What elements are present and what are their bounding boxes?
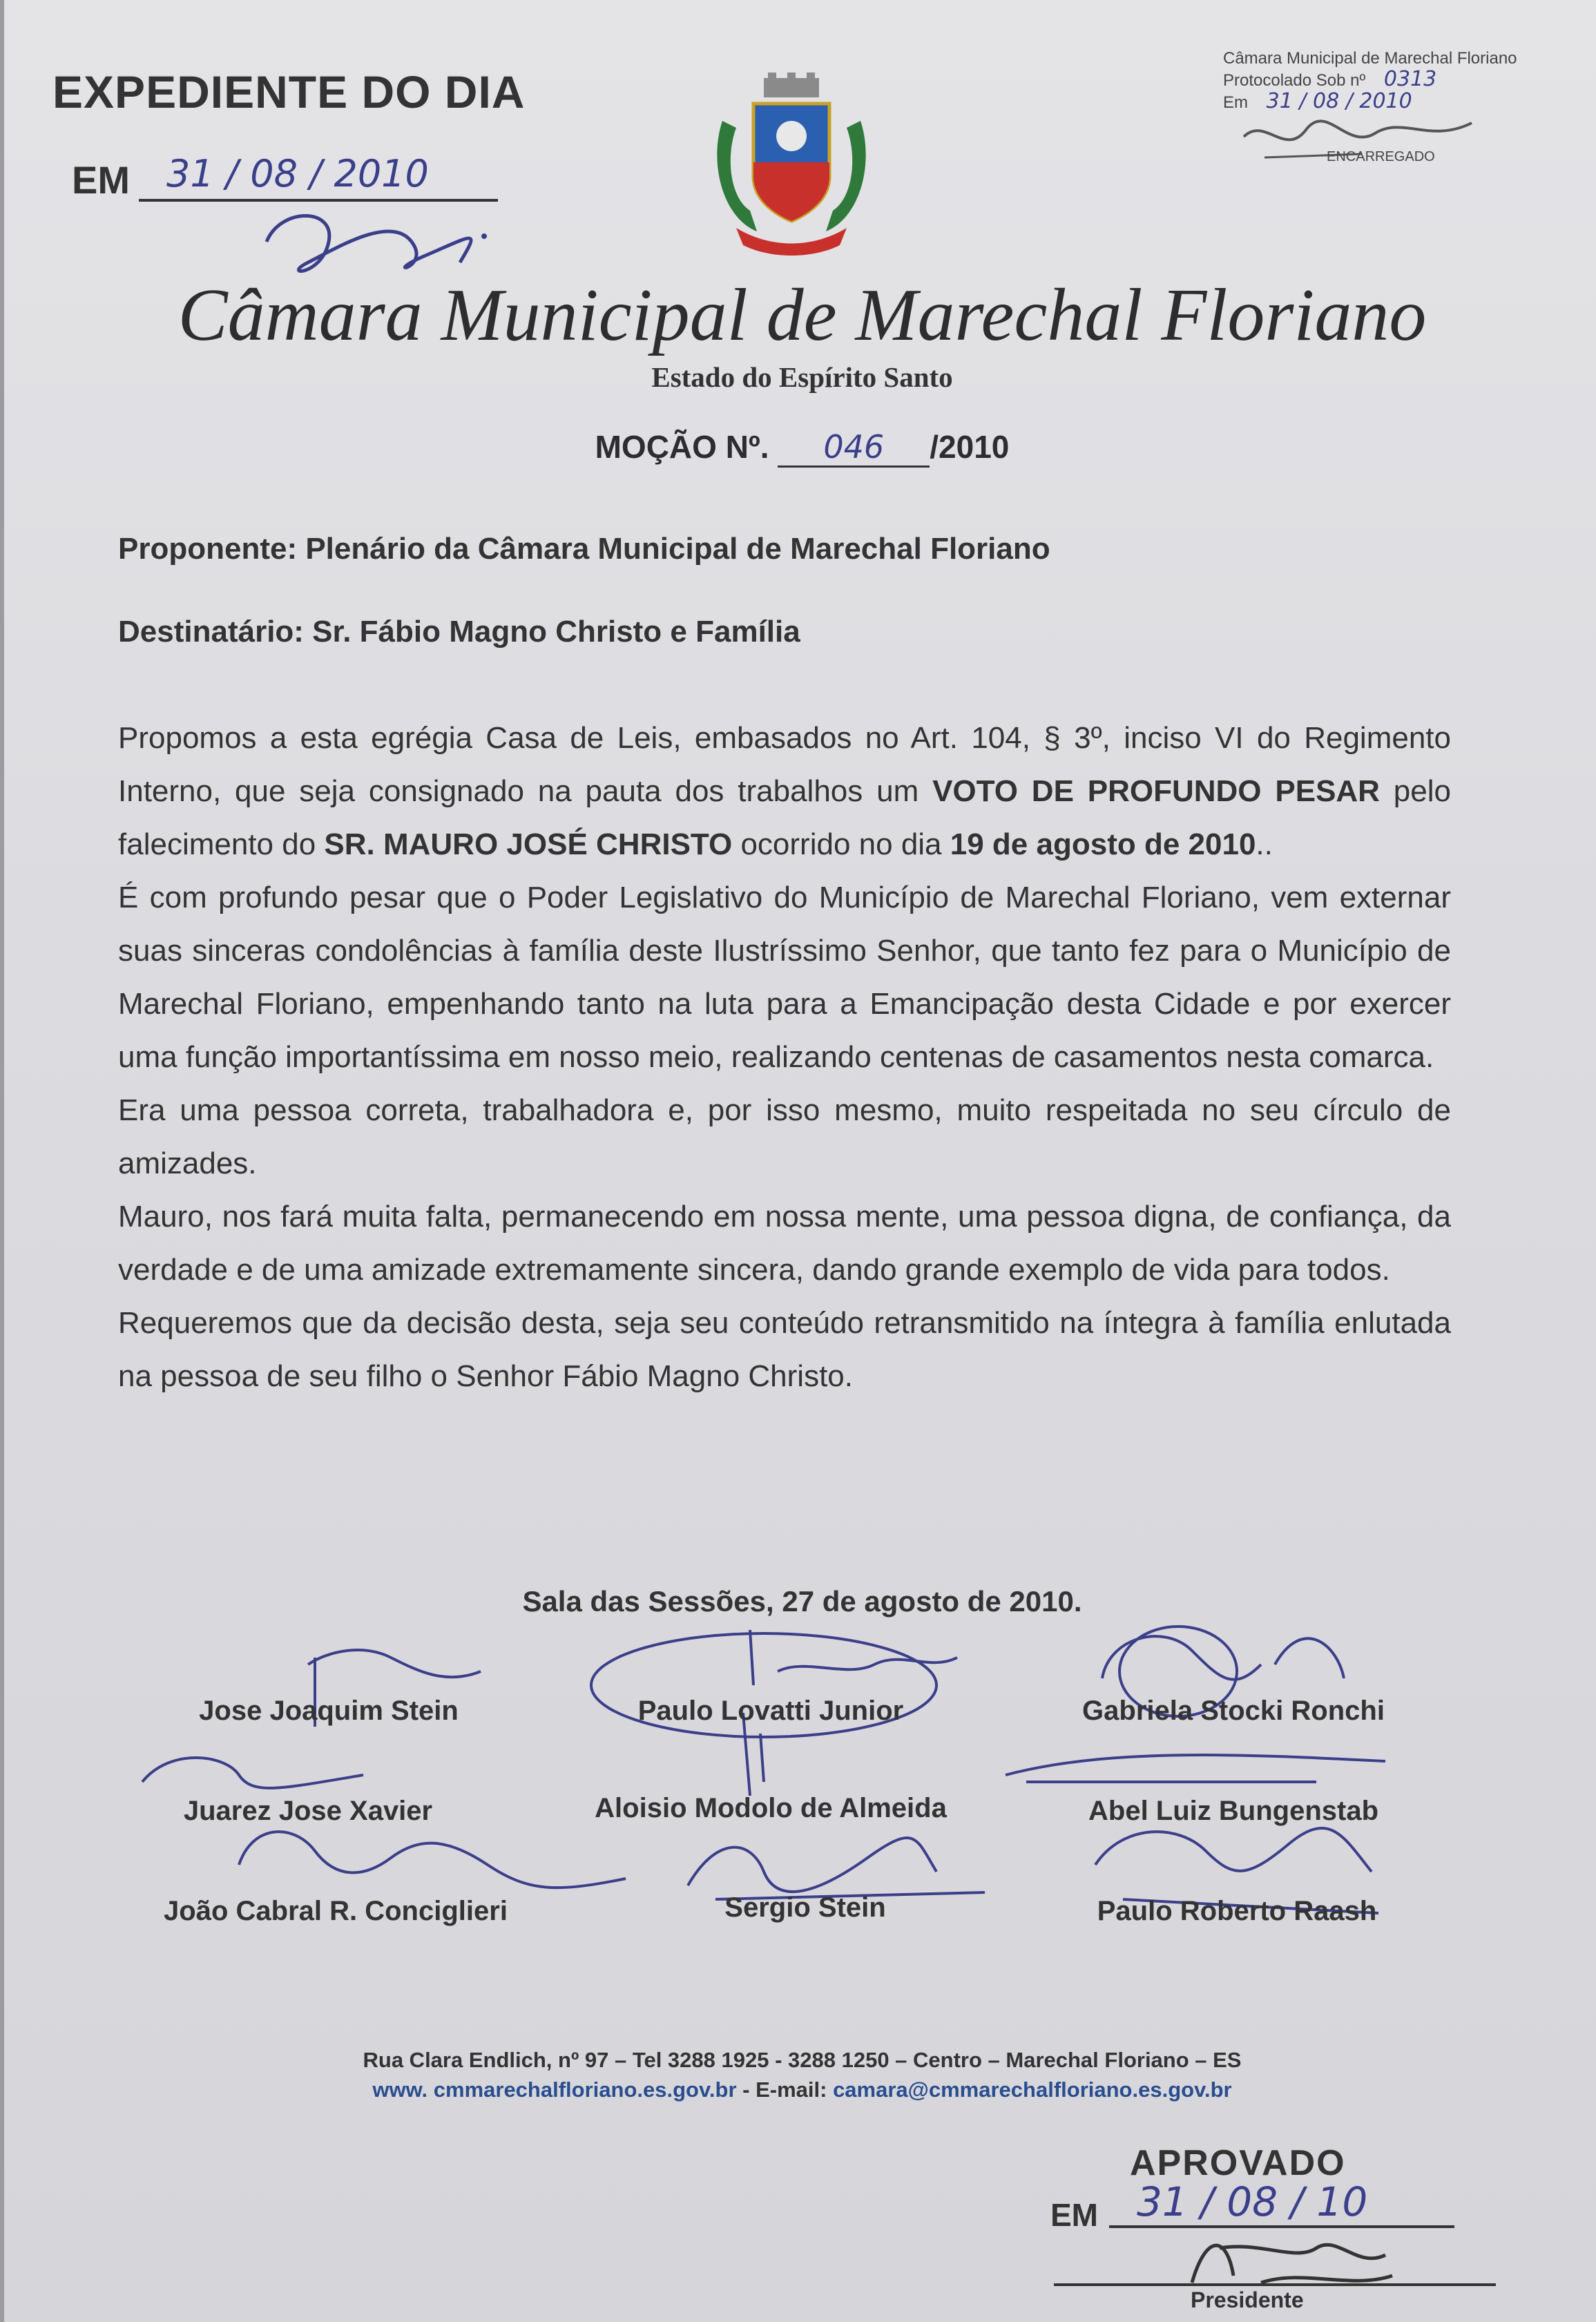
motion-body [118, 711, 1451, 1403]
protocol-date: 31 / 08 / 2010 [1266, 89, 1412, 113]
footer-contacts [4, 2078, 1596, 2102]
mocao-suffix: /2010 [930, 429, 1010, 465]
protocol-number: 0313 [1383, 67, 1437, 91]
protocol-role: ENCARREGADO [1327, 149, 1435, 164]
expediente-signature [253, 200, 508, 283]
mocao-number: 046 [778, 428, 930, 468]
protocol-stamp [1223, 48, 1517, 167]
footer-website-link[interactable]: www. cmmarechalfloriano.es.gov.br [372, 2078, 737, 2102]
mocao-number-line [4, 428, 1596, 468]
body-paragraph: Propomos a esta egrégia Casa de Leis, embasados no Art. 104, § 3º, inciso VI do Regimento Interno, que seja consignado na pauta dos trabalhos um VOTO DE PROFUNDO PESAR pelo falecimento do SR. MAURO JOSÉ CHRISTO ocorrido no dia 19 de agosto de 2010.. [118, 721, 1451, 861]
president-label: Presidente [1191, 2287, 1304, 2312]
body-paragraph: Requeremos que da decisão desta, seja seu conteúdo retransmitido na íntegra à família enlutada na pessoa de seu filho o Senhor Fábio Magno Christo. [118, 1306, 1451, 1393]
approval-date: 31 / 08 / 10 [1137, 2178, 1368, 2225]
expediente-heading: EXPEDIENTE DO DIA [52, 66, 526, 117]
expediente-date-line [139, 152, 498, 202]
footer-email-link[interactable]: camara@cmmarechalfloriano.es.gov.br [833, 2078, 1232, 2102]
signatory-name: Jose Joaquim Stein [199, 1696, 459, 1726]
signatory-name: Paulo Lovatti Junior [637, 1696, 904, 1726]
expediente-em-label: EM [72, 158, 130, 202]
signatory-name: Aloisio Modolo de Almeida [595, 1793, 947, 1823]
approval-stamp: APROVADO [1130, 2143, 1346, 2183]
body-paragraph: Era uma pessoa correta, trabalhadora e, por isso mesmo, muito respeitada no seu círculo de amizades. [118, 1093, 1451, 1180]
president-signature [1178, 2220, 1406, 2296]
signatory-name: Paulo Roberto Raash [1097, 1896, 1377, 1926]
signatory-name: João Cabral R. Conciglieri [164, 1896, 508, 1926]
protocol-line1: Câmara Municipal de Marechal Floriano [1223, 49, 1517, 68]
expediente-date: 31 / 08 / 2010 [166, 152, 429, 195]
footer-email-label: - E-mail: [742, 2078, 827, 2102]
footer-address: Rua Clara Endlich, nº 97 – Tel 3288 1925 - 3288 1250 – Centro – Marechal Floriano – ES [363, 2048, 1242, 2072]
coat-of-arms-icon [709, 73, 874, 266]
mocao-prefix: MOÇÃO Nº. [595, 429, 769, 465]
page-title: Câmara Municipal de Marechal Floriano [177, 274, 1427, 356]
session-date-line: Sala das Sessões, 27 de agosto de 2010. [522, 1585, 1082, 1618]
protocol-em-label: Em [1223, 93, 1248, 112]
signatory-name: Abel Luiz Bungenstab [1088, 1796, 1378, 1826]
signatory-name: Gabriela Stocki Ronchi [1082, 1696, 1385, 1726]
page-subtitle: Estado do Espírito Santo [651, 361, 953, 393]
destinatario-line: Destinatário: Sr. Fábio Magno Christo e Família [118, 615, 800, 649]
proponente-line: Proponente: Plenário da Câmara Municipal de Marechal Floriano [118, 532, 1050, 566]
body-paragraph: Mauro, nos fará muita falta, permanecendo em nossa mente, uma pessoa digna, de confiança, da verdade e de uma amizade extremamente sincera, dando grande exemplo de vida para todos. [118, 1200, 1451, 1287]
body-paragraph: É com profundo pesar que o Poder Legislativo do Município de Marechal Floriano, vem externar suas sinceras condolências à família deste Ilustríssimo Senhor, que tanto fez para o Município de Marechal Floriano, empenhando tanto na luta para a Emancipação desta Cidade e por exercer uma função importantíssima em nosso meio, realizando centenas de casamentos nesta comarca. [118, 881, 1451, 1074]
protocol-label: Protocolado Sob nº [1223, 71, 1366, 90]
approval-em-label: EM [1050, 2197, 1098, 2233]
signatory-name: Juarez Jose Xavier [183, 1796, 433, 1826]
signatory-name: Sergio Stein [724, 1892, 886, 1923]
